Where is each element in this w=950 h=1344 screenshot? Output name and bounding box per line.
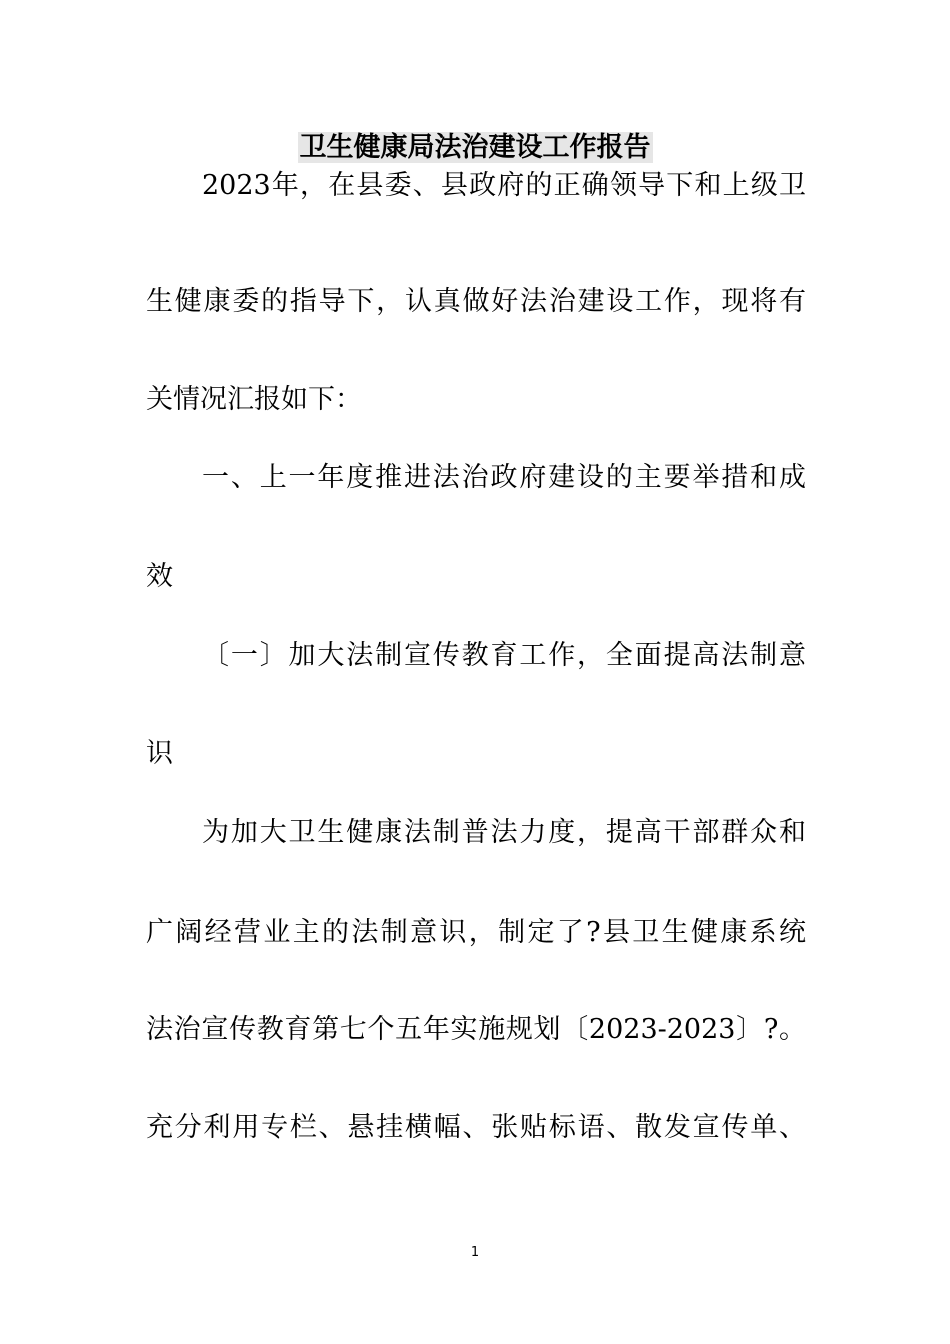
paragraph-line: 2023年，在县委、县政府的正确领导下和上级卫 <box>202 170 806 201</box>
document-title <box>0 128 950 168</box>
paragraph-line: 关情况汇报如下： <box>146 384 362 415</box>
paragraph-line: 生健康委的指导下，认真做好法治建设工作，现将有 <box>146 286 806 317</box>
section-heading-line: 一、上一年度推进法治政府建设的主要举措和成 <box>202 462 806 493</box>
subsection-heading-line: 识 <box>146 738 173 769</box>
paragraph-line: 充分利用专栏、悬挂横幅、张贴标语、散发宣传单、 <box>146 1112 806 1143</box>
paragraph-line: 广阔经营业主的法制意识，制定了?县卫生健康系统 <box>146 917 806 948</box>
paragraph-line: 法治宣传教育第七个五年实施规划〔2023-2023〕?。 <box>146 1014 806 1045</box>
page-number: 1 <box>470 1245 480 1260</box>
document-title-text: 卫生健康局法治建设工作报告 <box>299 132 651 163</box>
paragraph-line: 为加大卫生健康法制普法力度，提高干部群众和 <box>202 817 806 848</box>
section-heading-line: 效 <box>146 561 173 592</box>
subsection-heading-line: 〔一〕加大法制宣传教育工作，全面提高法制意 <box>202 640 806 671</box>
